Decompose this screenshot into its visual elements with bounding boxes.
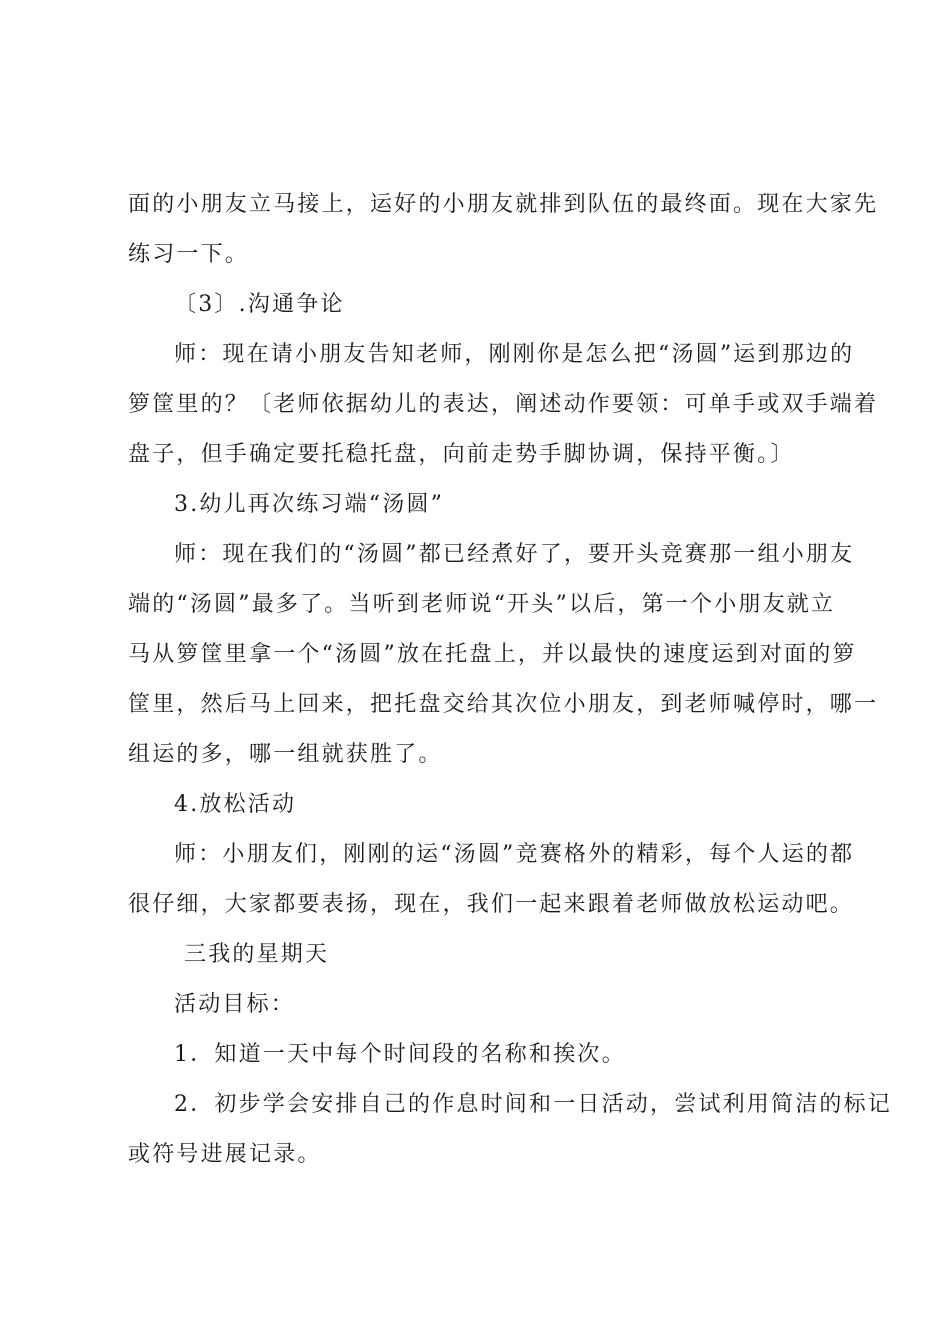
- paragraph-line: 练习一下。: [128, 242, 250, 267]
- paragraph-line: 师：现在请小朋友告知老师，刚刚你是怎么把“汤圆”运到那边的: [174, 342, 855, 367]
- paragraph-line: 端的“汤圆”最多了。当听到老师说“开头”以后，第一个小朋友就立: [128, 592, 836, 617]
- paragraph-line: 师：小朋友们，刚刚的运“汤圆”竞赛格外的精彩，每个人运的都: [174, 842, 855, 867]
- section-heading: 4.放松活动: [174, 792, 297, 817]
- list-item: 1．知道一天中每个时间段的名称和挨次。: [174, 1042, 626, 1067]
- paragraph-line: 面的小朋友立马接上，运好的小朋友就排到队伍的最终面。现在大家先: [128, 192, 879, 217]
- subheading: 活动目标：: [174, 992, 296, 1017]
- paragraph-line: 马从箩筐里拿一个“汤圆”放在托盘上，并以最快的速度运到对面的箩: [128, 642, 857, 667]
- paragraph-line: 师：现在我们的“汤圆”都已经煮好了，要开头竞赛那一组小朋友: [174, 542, 855, 567]
- paragraph-line: 很仔细，大家都要表扬，现在，我们一起来跟着老师做放松运动吧。: [128, 892, 855, 917]
- list-item-continuation: 或符号进展记录。: [128, 1142, 322, 1167]
- paragraph-line: 箩筐里的？〔老师依据幼儿的表达，阐述动作要领：可单手或双手端着: [128, 392, 879, 417]
- section-heading: 〔3〕.沟通争论: [174, 292, 345, 317]
- paragraph-line: 盘子，但手确定要托稳托盘，向前走势手脚协调，保持平衡。〕: [128, 442, 795, 467]
- paragraph-line: 组运的多，哪一组就获胜了。: [128, 742, 443, 767]
- section-heading: 3.幼儿再次练习端“汤圆”: [174, 492, 445, 517]
- paragraph-line: 筐里，然后马上回来，把托盘交给其次位小朋友，到老师喊停时，哪一: [128, 692, 879, 717]
- section-title: 三我的星期天: [184, 942, 330, 967]
- list-item: 2．初步学会安排自己的作息时间和一日活动，尝试利用简洁的标记: [174, 1092, 892, 1117]
